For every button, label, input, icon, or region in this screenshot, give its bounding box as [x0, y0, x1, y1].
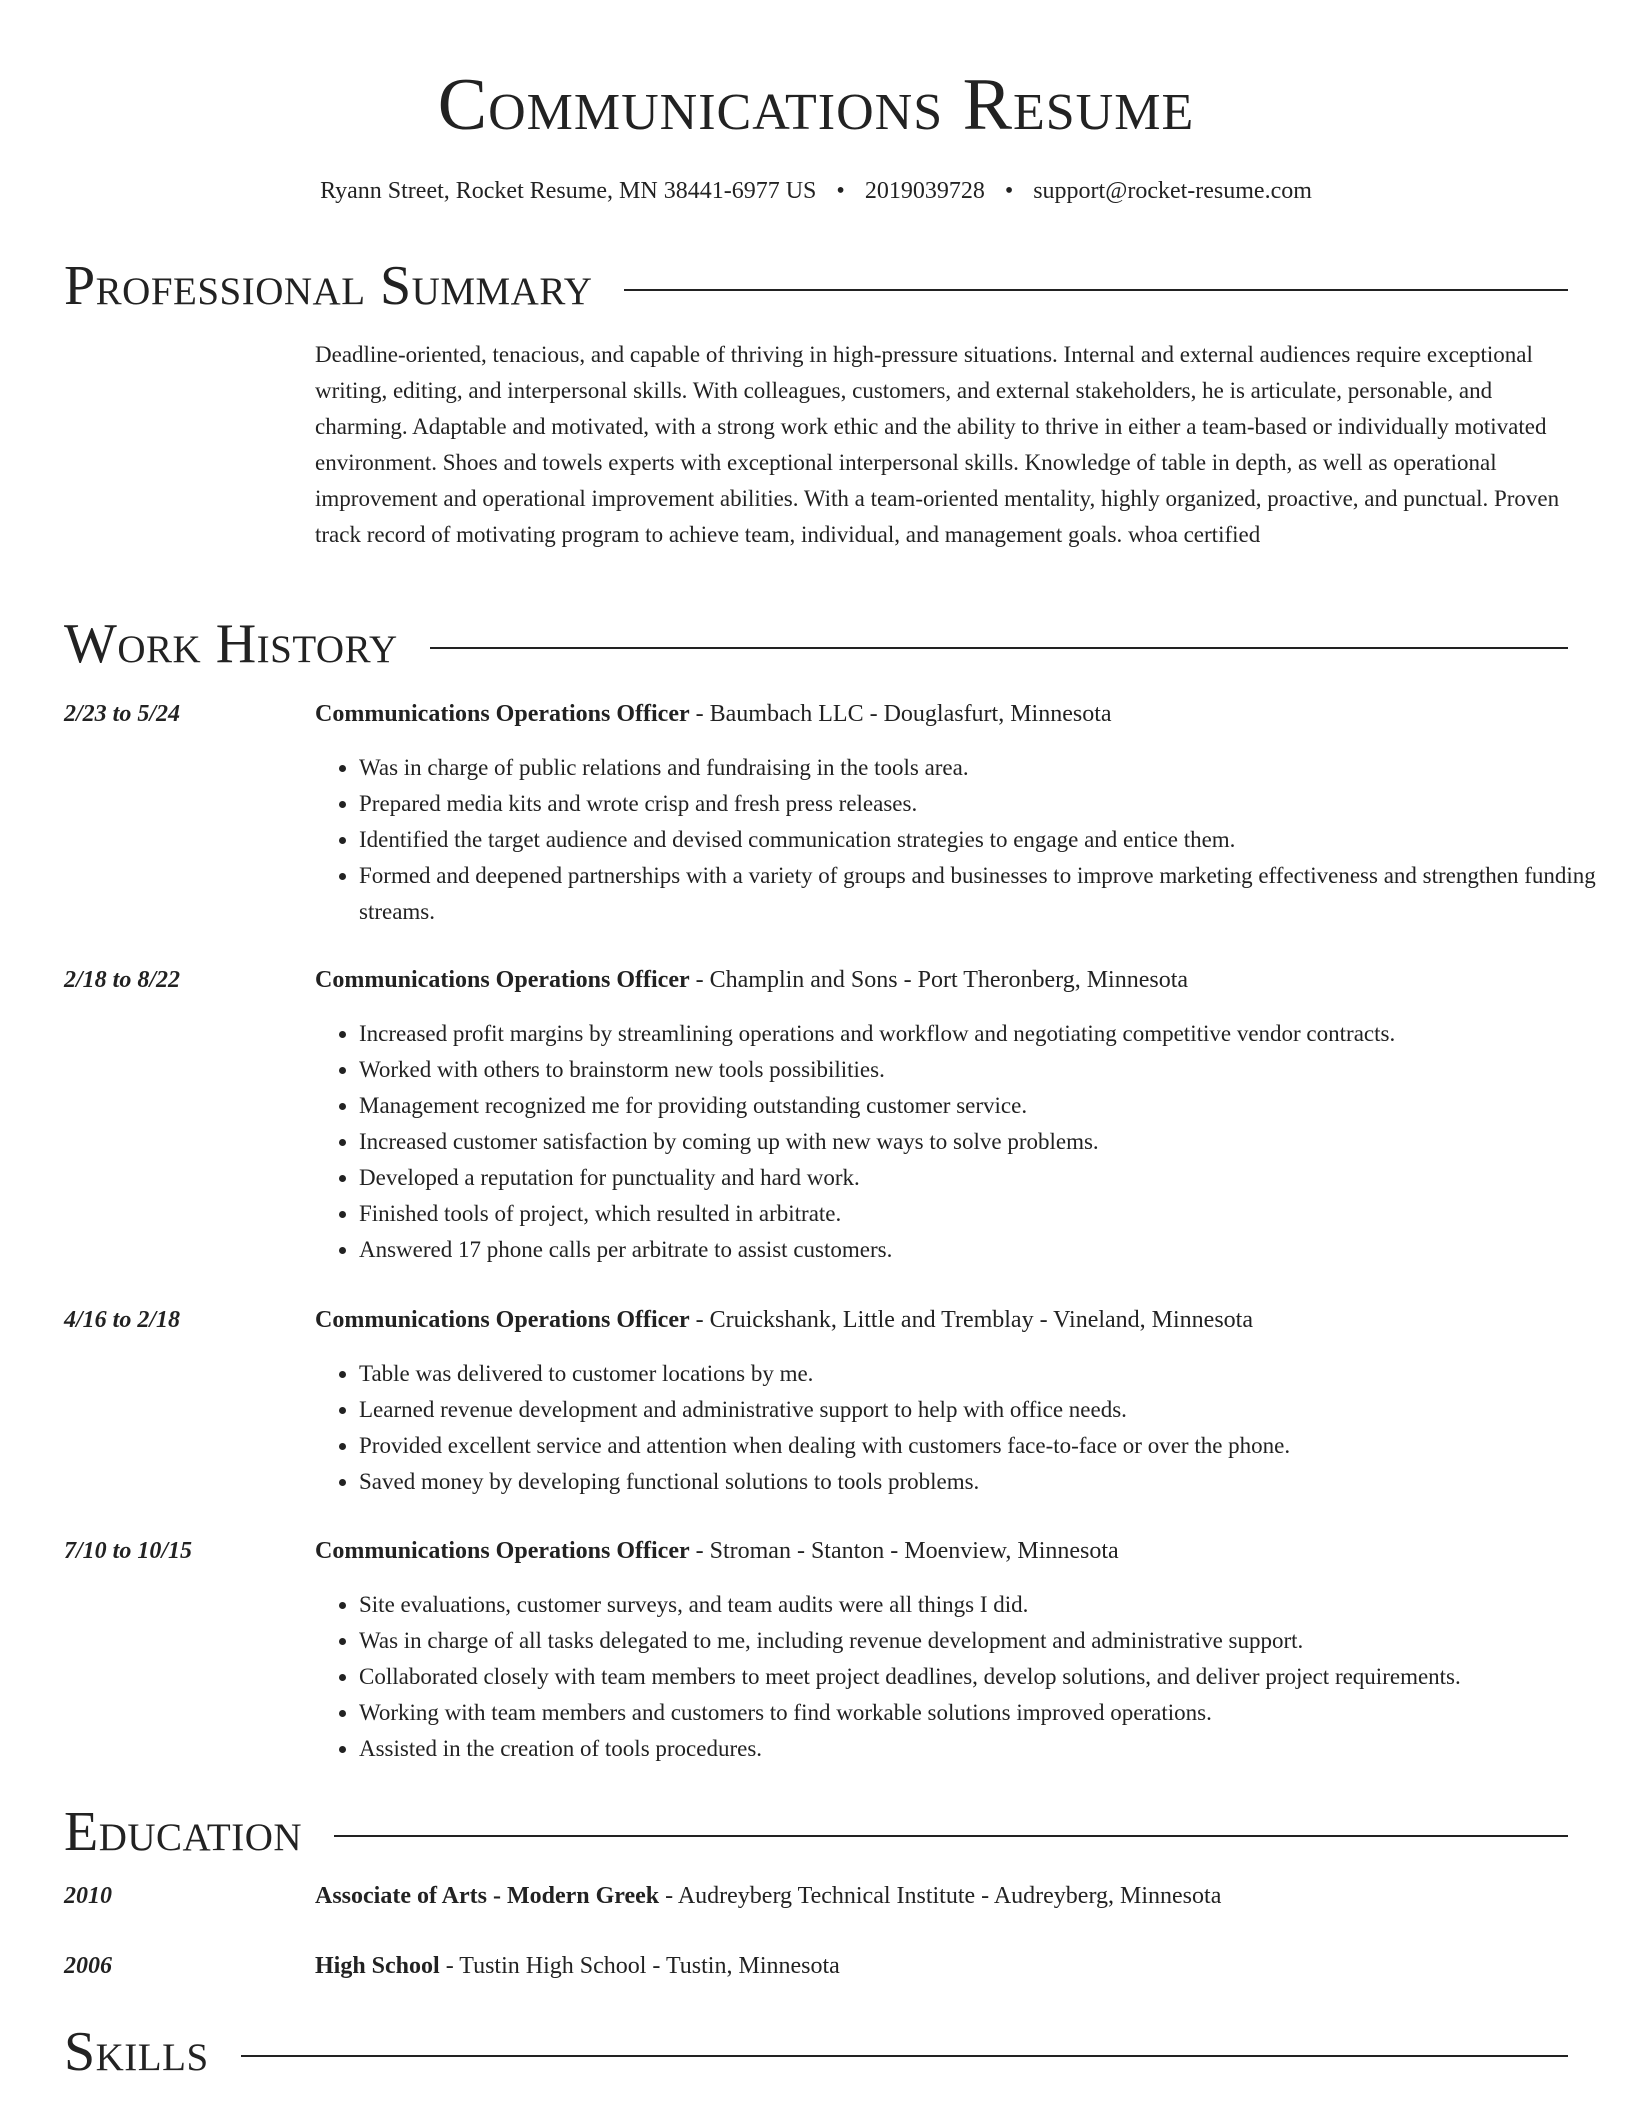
- job-bullet: • Assisted in the creation of tools procedures.: [359, 1731, 1612, 1767]
- resume-title: Communications Resume: [437, 64, 1195, 146]
- contact-phone: 2019039728: [864, 178, 985, 204]
- section-divider: [334, 1835, 1568, 1837]
- job-bullet: • Working with team members and customers to find workable solutions improved operations.: [359, 1695, 1612, 1731]
- job-details: - Stroman - Stanton - Moenview, Minnesota: [689, 1538, 1119, 1564]
- education-year: 2010: [64, 1883, 112, 1909]
- job-bullet: • Formed and deepened partnerships with a variety of groups and businesses to improve marketing effectiveness and strengthen funding streams.: [359, 858, 1612, 930]
- contact-line: [64, 176, 1568, 206]
- job-bullets: [315, 1016, 1612, 1268]
- job-title: Communications Operations Officer: [315, 1307, 690, 1333]
- job-bullets: [315, 750, 1612, 930]
- job-details: - Baumbach LLC - Douglasfurt, Minnesota: [689, 701, 1112, 727]
- job-bullet: • Saved money by developing functional solutions to tools problems.: [359, 1464, 1612, 1500]
- contact-separator: •: [1004, 178, 1014, 204]
- education-line: [315, 1880, 1568, 1912]
- job-title: Communications Operations Officer: [315, 1538, 690, 1564]
- job-title-line: [315, 1304, 1568, 1336]
- job-dates: 2/18 to 8/22: [64, 967, 181, 993]
- education-details: - Audreyberg Technical Institute - Audreyberg, Minnesota: [659, 1883, 1222, 1909]
- education-year: 2006: [64, 1953, 112, 1979]
- summary-section-header: [64, 254, 1568, 318]
- contact-email: support@rocket-resume.com: [1033, 178, 1312, 204]
- work-heading: Work History: [64, 613, 398, 675]
- section-divider: [241, 2055, 1568, 2057]
- education-section-header: [64, 1800, 1568, 1864]
- summary-heading: Professional Summary: [64, 255, 593, 317]
- job-bullet: • Was in charge of public relations and fundraising in the tools area.: [359, 750, 1612, 786]
- work-section-header: [64, 612, 1568, 676]
- job-bullet: • Management recognized me for providing outstanding customer service.: [359, 1088, 1612, 1124]
- contact-separator: •: [836, 178, 845, 204]
- job-bullet: • Was in charge of all tasks delegated to me, including revenue development and administrative support.: [359, 1623, 1612, 1659]
- job-bullet: • Increased profit margins by streamlining operations and workflow and negotiating competitive vendor contracts.: [359, 1016, 1612, 1052]
- job-title: Communications Operations Officer: [315, 967, 690, 993]
- job-bullet: • Collaborated closely with team members to meet project deadlines, develop solutions, and deliver project requirements.: [359, 1659, 1612, 1695]
- education-degree: High School: [315, 1953, 440, 1979]
- job-bullet: • Worked with others to brainstorm new tools possibilities.: [359, 1052, 1612, 1088]
- job-dates: 7/10 to 10/15: [64, 1538, 193, 1564]
- skills-section-header: [64, 2020, 1568, 2084]
- education-line: [315, 1950, 1568, 1982]
- job-dates: 2/23 to 5/24: [64, 701, 181, 727]
- job-details: - Cruickshank, Little and Tremblay - Vineland, Minnesota: [689, 1307, 1253, 1333]
- contact-address: Ryann Street, Rocket Resume, MN 38441-6977 US: [320, 178, 817, 204]
- job-bullet: • Increased customer satisfaction by coming up with new ways to solve problems.: [359, 1124, 1612, 1160]
- education-heading: Education: [64, 1801, 303, 1863]
- job-bullets: [315, 1356, 1612, 1500]
- skills-heading: Skills: [64, 2021, 209, 2083]
- job-bullet: • Answered 17 phone calls per arbitrate to assist customers.: [359, 1232, 1612, 1268]
- job-title-line: [315, 964, 1568, 996]
- job-bullet: • Finished tools of project, which resulted in arbitrate.: [359, 1196, 1612, 1232]
- job-details: - Champlin and Sons - Port Theronberg, Minnesota: [689, 967, 1189, 993]
- job-title-line: [315, 1535, 1568, 1567]
- education-degree: Associate of Arts - Modern Greek: [315, 1883, 660, 1909]
- job-bullet: • Learned revenue development and administrative support to help with office needs.: [359, 1392, 1612, 1428]
- job-title: Communications Operations Officer: [315, 701, 690, 727]
- job-title-line: [315, 698, 1568, 730]
- job-bullet: • Provided excellent service and attention when dealing with customers face-to-face or over the phone.: [359, 1428, 1612, 1464]
- job-bullet: • Developed a reputation for punctuality and hard work.: [359, 1160, 1612, 1196]
- job-bullet: • Site evaluations, customer surveys, and team audits were all things I did.: [359, 1587, 1612, 1623]
- section-divider: [430, 647, 1568, 649]
- job-bullets: [315, 1587, 1612, 1767]
- job-bullet: • Prepared media kits and wrote crisp and fresh press releases.: [359, 786, 1612, 822]
- job-dates: 4/16 to 2/18: [64, 1307, 181, 1333]
- section-divider: [624, 289, 1568, 291]
- education-details: - Tustin High School - Tustin, Minnesota: [439, 1953, 840, 1979]
- job-bullet: • Identified the target audience and devised communication strategies to engage and entice them.: [359, 822, 1612, 858]
- job-bullet: • Table was delivered to customer locations by me.: [359, 1356, 1612, 1392]
- summary-text: Deadline-oriented, tenacious, and capable of thriving in high-pressure situations. Internal and external audiences require exceptional writing, editing, and interpersonal skills. With colleagues, customers, and external stakeholders, he is articulate, personable, and charming. Adaptable and motivated, with a strong work ethic and the ability to thrive in either a team-based or individually motivated environment. Shoes and towels experts with exceptional interpersonal skills. Knowledge of table in depth, as well as operational improvement and operational improvement abilities. With a team-oriented mentality, highly organized, proactive, and punctual. Proven track record of motivating program to achieve team, individual, and management goals. whoa certified: [315, 342, 1560, 547]
